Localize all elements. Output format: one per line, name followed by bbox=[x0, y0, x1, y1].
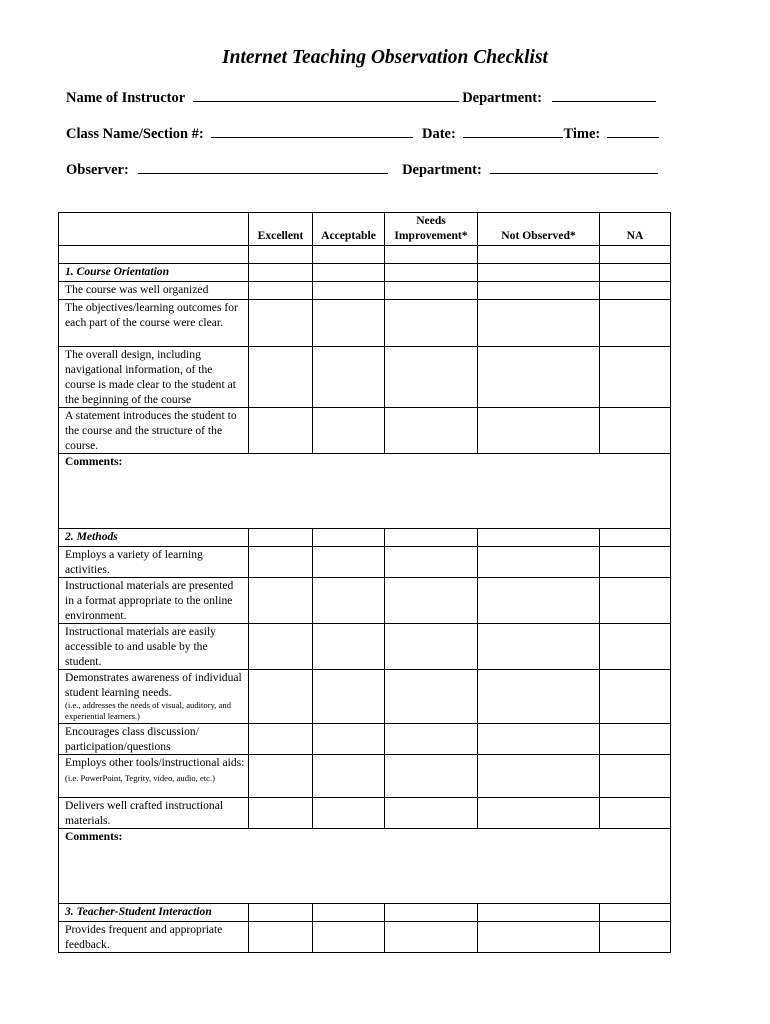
header-row-observer bbox=[66, 161, 658, 179]
rating-cell[interactable] bbox=[600, 755, 671, 798]
rating-cell[interactable] bbox=[385, 408, 478, 454]
rating-cell[interactable] bbox=[478, 724, 600, 755]
rating-cell[interactable] bbox=[313, 578, 385, 624]
rating-cell[interactable] bbox=[385, 578, 478, 624]
table-row bbox=[59, 408, 671, 454]
rating-cell[interactable] bbox=[385, 282, 478, 300]
rating-cell[interactable] bbox=[600, 798, 671, 829]
spacer-row bbox=[59, 246, 671, 264]
rating-cell[interactable] bbox=[600, 922, 671, 953]
rating-cell[interactable] bbox=[600, 670, 671, 724]
rating-cell[interactable] bbox=[385, 798, 478, 829]
rating-cell[interactable] bbox=[313, 922, 385, 953]
observer-field[interactable] bbox=[138, 161, 388, 174]
rating-cell[interactable] bbox=[385, 547, 478, 578]
department-label-2: Department: bbox=[402, 162, 482, 178]
rating-cell[interactable] bbox=[249, 670, 313, 724]
rating-cell[interactable] bbox=[478, 798, 600, 829]
table-row bbox=[59, 347, 671, 408]
rating-cell[interactable] bbox=[249, 798, 313, 829]
criterion-label: Demonstrates awareness of individual student learning needs. bbox=[65, 671, 242, 699]
section-title: 1. Course Orientation bbox=[59, 264, 249, 282]
criterion-label: The course was well organized bbox=[59, 282, 249, 300]
rating-cell[interactable] bbox=[600, 300, 671, 347]
comments-area[interactable] bbox=[59, 829, 671, 904]
rating-cell[interactable] bbox=[313, 624, 385, 670]
time-label: Time: bbox=[563, 126, 601, 142]
table-row bbox=[59, 300, 671, 347]
comments-row bbox=[59, 454, 671, 529]
rating-cell[interactable] bbox=[313, 408, 385, 454]
section-row-interaction bbox=[59, 904, 671, 922]
table-row bbox=[59, 724, 671, 755]
section-row-methods bbox=[59, 529, 671, 547]
rating-cell[interactable] bbox=[600, 282, 671, 300]
col-acceptable: Acceptable bbox=[313, 213, 385, 246]
rating-cell[interactable] bbox=[249, 282, 313, 300]
header-row-class bbox=[66, 125, 659, 143]
rating-cell[interactable] bbox=[249, 547, 313, 578]
section-title: 2. Methods bbox=[59, 529, 249, 547]
criterion-label: Provides frequent and appropriate feedback. bbox=[59, 922, 249, 953]
criterion-label: The overall design, including navigational information, of the course is made clear to the student at the beginning of the course bbox=[59, 347, 249, 408]
rating-cell[interactable] bbox=[249, 300, 313, 347]
rating-cell[interactable] bbox=[478, 282, 600, 300]
table-row bbox=[59, 798, 671, 829]
rating-cell[interactable] bbox=[478, 578, 600, 624]
header-blank-cell bbox=[59, 213, 249, 246]
time-field[interactable] bbox=[607, 125, 659, 138]
col-needs-improvement: Needs Improvement* bbox=[385, 213, 478, 246]
rating-cell[interactable] bbox=[478, 300, 600, 347]
criterion-cell bbox=[59, 755, 249, 798]
rating-cell[interactable] bbox=[385, 300, 478, 347]
table-row bbox=[59, 624, 671, 670]
criterion-label: Delivers well crafted instructional materials. bbox=[59, 798, 249, 829]
class-section-label: Class Name/Section #: bbox=[66, 126, 204, 142]
comments-label: Comments: bbox=[65, 455, 123, 468]
class-section-field[interactable] bbox=[211, 125, 413, 138]
table-row bbox=[59, 578, 671, 624]
rating-cell[interactable] bbox=[478, 922, 600, 953]
comments-row bbox=[59, 829, 671, 904]
col-excellent: Excellent bbox=[249, 213, 313, 246]
rating-cell[interactable] bbox=[249, 922, 313, 953]
rating-cell[interactable] bbox=[313, 724, 385, 755]
criterion-label: A statement introduces the student to the course and the structure of the course. bbox=[59, 408, 249, 454]
page-title: Internet Teaching Observation Checklist bbox=[222, 47, 548, 68]
col-na: NA bbox=[600, 213, 671, 246]
rating-cell[interactable] bbox=[600, 624, 671, 670]
criterion-cell bbox=[59, 670, 249, 724]
table-row bbox=[59, 755, 671, 798]
comments-label: Comments: bbox=[65, 830, 123, 843]
rating-cell[interactable] bbox=[600, 408, 671, 454]
header-row-instructor bbox=[66, 89, 656, 107]
department-label-1: Department: bbox=[462, 90, 542, 106]
observer-label: Observer: bbox=[66, 162, 129, 178]
department-field-1[interactable] bbox=[552, 89, 656, 102]
section-row-course-orientation bbox=[59, 264, 671, 282]
department-field-2[interactable] bbox=[490, 161, 658, 174]
rating-cell[interactable] bbox=[313, 300, 385, 347]
table-row bbox=[59, 547, 671, 578]
date-label: Date: bbox=[422, 126, 456, 142]
table-row bbox=[59, 922, 671, 953]
rating-cell[interactable] bbox=[478, 547, 600, 578]
rating-cell[interactable] bbox=[313, 282, 385, 300]
criterion-label: Instructional materials are presented in a format appropriate to the online environment. bbox=[59, 578, 249, 624]
rating-cell[interactable] bbox=[249, 724, 313, 755]
rating-cell[interactable] bbox=[385, 624, 478, 670]
table-row bbox=[59, 282, 671, 300]
criterion-label: Employs other tools/instructional aids: bbox=[65, 756, 245, 769]
criterion-label: Encourages class discussion/ participation/questions bbox=[59, 724, 249, 755]
rating-cell[interactable] bbox=[249, 578, 313, 624]
rating-cell[interactable] bbox=[385, 755, 478, 798]
rating-cell[interactable] bbox=[478, 755, 600, 798]
rating-cell[interactable] bbox=[313, 547, 385, 578]
rating-cell[interactable] bbox=[600, 547, 671, 578]
criterion-label: Instructional materials are easily accessible to and usable by the student. bbox=[59, 624, 249, 670]
rating-cell[interactable] bbox=[600, 724, 671, 755]
rating-cell[interactable] bbox=[313, 798, 385, 829]
criterion-label: Employs a variety of learning activities. bbox=[59, 547, 249, 578]
date-field[interactable] bbox=[463, 125, 563, 138]
rating-cell[interactable] bbox=[478, 347, 600, 408]
rating-cell[interactable] bbox=[478, 408, 600, 454]
rating-cell[interactable] bbox=[385, 724, 478, 755]
rating-cell[interactable] bbox=[385, 347, 478, 408]
comments-area[interactable] bbox=[59, 454, 671, 529]
rating-cell[interactable] bbox=[600, 578, 671, 624]
rating-cell[interactable] bbox=[385, 922, 478, 953]
rating-cell[interactable] bbox=[249, 624, 313, 670]
instructor-label: Name of Instructor bbox=[66, 90, 185, 106]
col-not-observed: Not Observed* bbox=[478, 213, 600, 246]
table-row bbox=[59, 670, 671, 724]
checklist-table bbox=[58, 212, 671, 953]
rating-cell[interactable] bbox=[600, 347, 671, 408]
criterion-label: The objectives/learning outcomes for each part of the course were clear. bbox=[59, 300, 249, 347]
criterion-note: (i.e., addresses the needs of visual, auditory, and experiential learners.) bbox=[65, 700, 232, 721]
rating-cell[interactable] bbox=[478, 624, 600, 670]
rating-cell[interactable] bbox=[249, 347, 313, 408]
rating-cell[interactable] bbox=[385, 670, 478, 724]
rating-cell[interactable] bbox=[249, 408, 313, 454]
criterion-note: (i.e. PowerPoint, Tegrity, video, audio, etc.) bbox=[65, 773, 215, 783]
section-title: 3. Teacher-Student Interaction bbox=[59, 904, 249, 922]
column-header-row bbox=[59, 213, 671, 246]
instructor-field[interactable] bbox=[193, 89, 459, 102]
rating-cell[interactable] bbox=[313, 755, 385, 798]
rating-cell[interactable] bbox=[313, 670, 385, 724]
rating-cell[interactable] bbox=[313, 347, 385, 408]
rating-cell[interactable] bbox=[478, 670, 600, 724]
rating-cell[interactable] bbox=[249, 755, 313, 798]
